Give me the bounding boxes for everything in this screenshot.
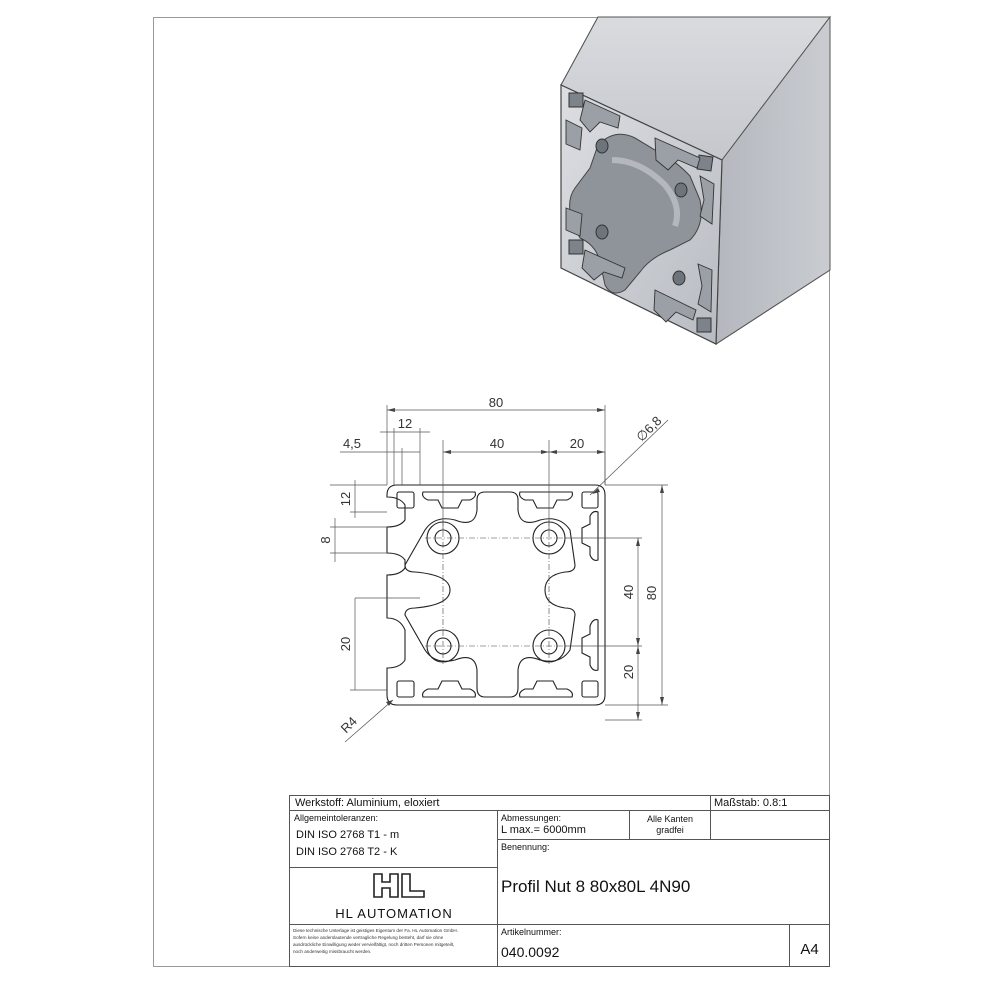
scale-label: Maßstab: 0.8:1 [714,797,788,809]
edges-note-line1: Alle Kanten [646,814,694,824]
paper-format: A4 [800,941,819,958]
dim-slot-opening: 8 [318,536,333,544]
dim-overall-height: 80 [644,585,659,601]
length-value: L max.= 6000mm [501,824,586,836]
dim-slot-depth-v: 12 [338,491,353,507]
dimension-lines [330,405,668,742]
dimensions-label: Abmessungen: [501,813,562,823]
right-slot-top [582,512,598,561]
dim-corner-radius: R4 [337,713,360,736]
corner-chamber-bl [397,681,414,697]
bottom-slot-left [423,681,476,697]
edges-note-line2: gradfei [656,825,684,835]
profile-3d-bore-1 [596,139,608,153]
dim-hole-spacing-v: 40 [621,584,636,600]
tolerance-iso-t2: DIN ISO 2768 T2 - K [296,846,398,858]
center-cavity [405,492,575,697]
copyright-notice: Diese technische Unterlage ist geistiges Eigentum der Fa. HL Automation GmbH. Sofern keine anderslautende vertragliche Regelung besteht, darf sie ohne ausdrückliche Einwilligung weder vervielfältigt, noch dritten Personen mitgeteilt, noch anderweitig missbraucht werden. [293,928,459,954]
top-slot-right [520,492,573,508]
tolerance-iso-t1: DIN ISO 2768 T1 - m [296,829,400,841]
article-number: 040.0092 [501,944,560,960]
right-slot-bottom [582,620,598,671]
material-label: Werkstoff: Aluminium, eloxiert [295,797,440,809]
profile-3d-bore-3 [596,225,608,239]
top-slot-left [423,492,476,508]
dimension-texts [318,395,665,736]
article-label: Artikelnummer: [501,927,562,937]
tolerances-label: Allgemeintoleranzen: [294,813,379,823]
profile-3d-chamber-bl [569,240,583,254]
name-label: Benennung: [501,842,550,852]
title-block [289,795,830,967]
profile-3d-bore-2 [675,183,687,197]
dim-hole-diameter: ∅6,8 [633,413,665,445]
corner-chamber-br [582,681,598,697]
dim-slot-width: 12 [397,416,413,431]
profile-cross-section [387,485,605,705]
hl-automation-logo [372,872,426,899]
profile-outer-contour [387,485,605,705]
dim-hole-edge-v-left: 20 [338,636,353,652]
profile-name: Profil Nut 8 80x80L 4N90 [501,877,691,896]
dim-hole-edge-h: 20 [569,436,585,451]
corner-chamber-tr [582,492,598,508]
company-name: HL AUTOMATION [335,906,453,921]
bottom-slot-right [520,681,573,697]
profile-3d-view [561,17,830,344]
dim-overall-width: 80 [488,395,504,410]
profile-3d-bore-4 [673,271,685,285]
profile-3d-chamber-tl [569,93,583,107]
profile-3d-chamber-br [697,318,711,332]
dim-hole-spacing-h: 40 [489,436,505,451]
dim-hole-edge-v-bottom: 20 [621,664,636,680]
dim-edge-offset: 4,5 [342,436,362,451]
